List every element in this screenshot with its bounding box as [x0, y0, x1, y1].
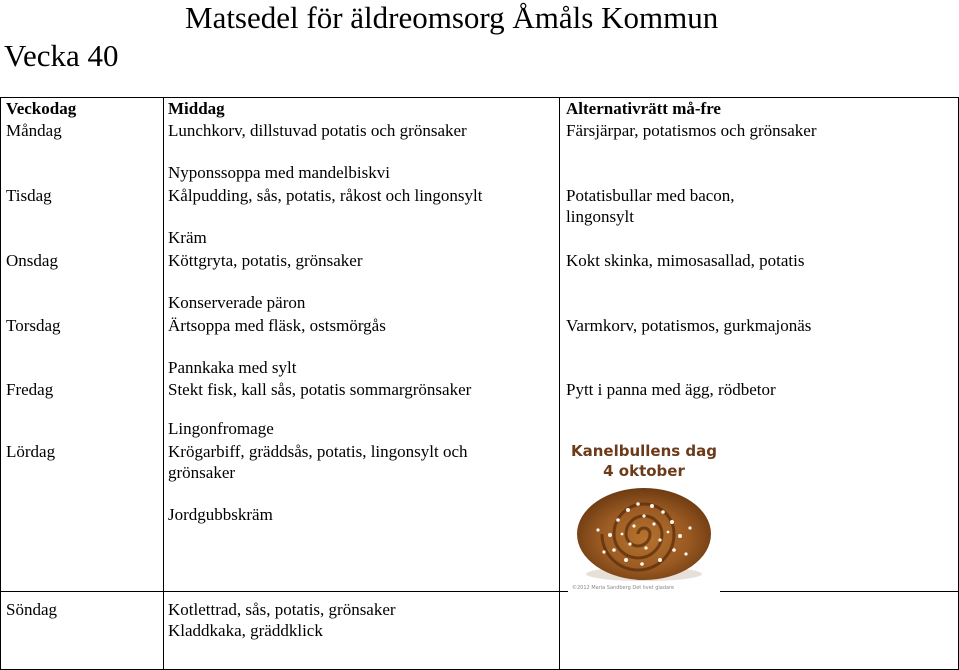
photo-credit: ©2012 Maria Sandberg Det livet gladare [572, 585, 675, 591]
dinner-dessert: Nyponssoppa med mandelbiskvi [168, 163, 390, 182]
table-column-divider [559, 97, 560, 670]
dinner-main: Lunchkorv, dillstuvad potatis och grönsaker [168, 121, 467, 140]
day-label: Söndag [6, 600, 57, 619]
week-label: Vecka 40 [4, 38, 119, 73]
page-title: Matsedel för äldreomsorg Åmåls Kommun [185, 0, 719, 35]
header-dinner: Middag [168, 99, 225, 118]
dinner-main: Stekt fisk, kall sås, potatis sommargrönsaker [168, 380, 472, 399]
promo-title: Kanelbullens dag [570, 442, 718, 460]
table-border-left [0, 97, 1, 670]
alternative-dish: Varmkorv, potatismos, gurkmajonäs [566, 316, 812, 335]
day-label: Onsdag [6, 251, 58, 270]
dinner-dessert: Lingonfromage [168, 419, 274, 438]
header-alternative: Alternativrätt må-fre [566, 99, 721, 118]
dinner-main: Kålpudding, sås, potatis, råkost och lingonsylt [168, 186, 483, 205]
alternative-dish: Färsjärpar, potatismos och grönsaker [566, 121, 817, 140]
dinner-main: Kotlettrad, sås, potatis, grönsaker [168, 600, 396, 619]
cinnamon-bun-promo-image [568, 440, 720, 592]
table-border-top [0, 97, 959, 98]
table-row-divider [0, 591, 959, 592]
header-day: Veckodag [6, 99, 77, 118]
dinner-main: Krögarbiff, gräddsås, potatis, lingonsylt och grönsaker [168, 442, 468, 482]
dinner-dessert: Jordgubbskräm [168, 505, 273, 524]
day-label: Lördag [6, 442, 56, 461]
promo-date: 4 oktober [603, 462, 685, 480]
dinner-main: Ärtsoppa med fläsk, ostsmörgås [168, 316, 386, 335]
day-label: Tisdag [6, 186, 52, 205]
alternative-dish: Potatisbullar med bacon, lingonsylt [566, 186, 735, 226]
day-label: Fredag [6, 380, 54, 399]
day-label: Måndag [6, 121, 62, 140]
alternative-dish: Pytt i panna med ägg, rödbetor [566, 380, 776, 399]
cinnamon-bun-icon [568, 440, 720, 592]
dinner-dessert: Kladdkaka, gräddklick [168, 621, 323, 640]
day-label: Torsdag [6, 316, 61, 335]
dinner-dessert: Konserverade päron [168, 293, 306, 312]
dinner-dessert: Kräm [168, 228, 207, 247]
alternative-dish: Kokt skinka, mimosasallad, potatis [566, 251, 805, 270]
table-column-divider [163, 97, 164, 670]
dinner-main: Köttgryta, potatis, grönsaker [168, 251, 363, 270]
dinner-dessert: Pannkaka med sylt [168, 358, 297, 377]
